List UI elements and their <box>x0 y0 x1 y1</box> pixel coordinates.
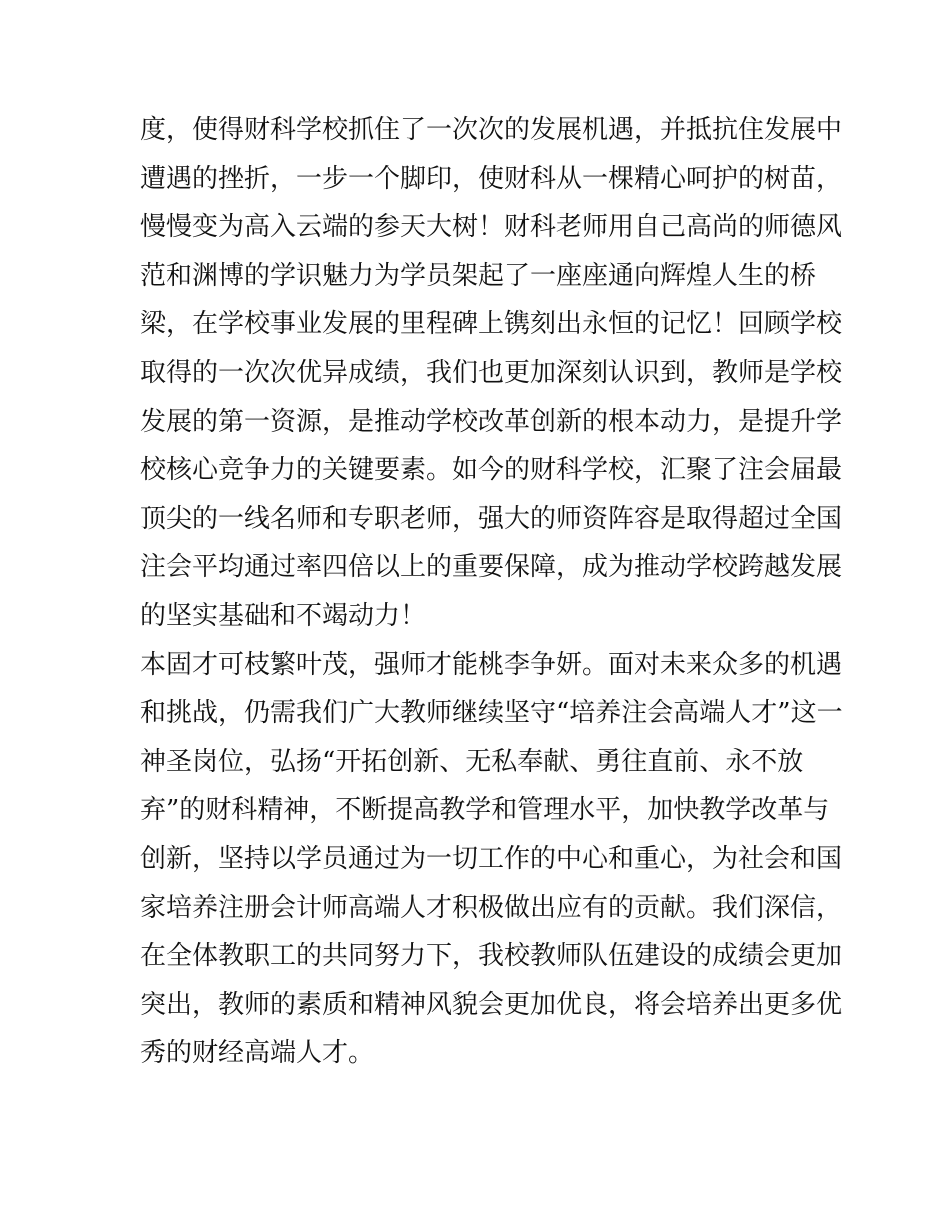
text-line: 在全体教职工的共同努力下，我校教师队伍建设的成绩会更加 <box>140 941 843 972</box>
text-line: 校核心竞争力的关键要素。如今的财科学校，汇聚了注会届最 <box>140 455 843 486</box>
text-line: 家培养注册会计师高端人才积极做出应有的贡献。我们深信， <box>140 892 843 923</box>
text-line: 创新，坚持以学员通过为一切工作的中心和重心，为社会和国 <box>140 843 843 874</box>
text-line: 取得的一次次优异成绩，我们也更加深刻认识到，教师是学校 <box>140 357 843 388</box>
text-line: 神圣岗位，弘扬“开拓创新、无私奉献、勇往直前、永不放 <box>140 746 804 777</box>
text-line: 顶尖的一线名师和专职老师，强大的师资阵容是取得超过全国 <box>140 503 843 534</box>
text-line: 弃”的财科精神，不断提高教学和管理水平，加快教学改革与 <box>140 795 830 826</box>
text-line: 慢慢变为高入云端的参天大树！财科老师用自己高尚的师德风 <box>140 212 843 243</box>
body-text <box>140 106 843 1078</box>
text-line: 本固才可枝繁叶茂，强师才能桃李争妍。面对未来众多的机遇 <box>140 649 843 680</box>
text-line: 秀的财经高端人才。 <box>140 1038 375 1069</box>
text-line: 的坚实基础和不竭动力！ <box>140 600 427 631</box>
text-line: 注会平均通过率四倍以上的重要保障，成为推动学校跨越发展 <box>140 552 843 583</box>
text-line: 度，使得财科学校抓住了一次次的发展机遇，并抵抗住发展中 <box>140 115 843 145</box>
text-line: 范和渊博的学识魅力为学员架起了一座座通向辉煌人生的桥 <box>140 260 817 291</box>
text-line: 遭遇的挫折，一步一个脚印，使财科从一棵精心呵护的树苗， <box>140 163 843 194</box>
text-line: 梁，在学校事业发展的里程碑上镌刻出永恒的记忆！回顾学校 <box>140 309 843 340</box>
text-line: 突出，教师的素质和精神风貌会更加优良，将会培养出更多优 <box>140 989 843 1020</box>
text-line: 和挑战，仍需我们广大教师继续坚守“培养注会高端人才”这一 <box>140 698 843 729</box>
text-line: 发展的第一资源，是推动学校改革创新的根本动力，是提升学 <box>140 406 843 437</box>
